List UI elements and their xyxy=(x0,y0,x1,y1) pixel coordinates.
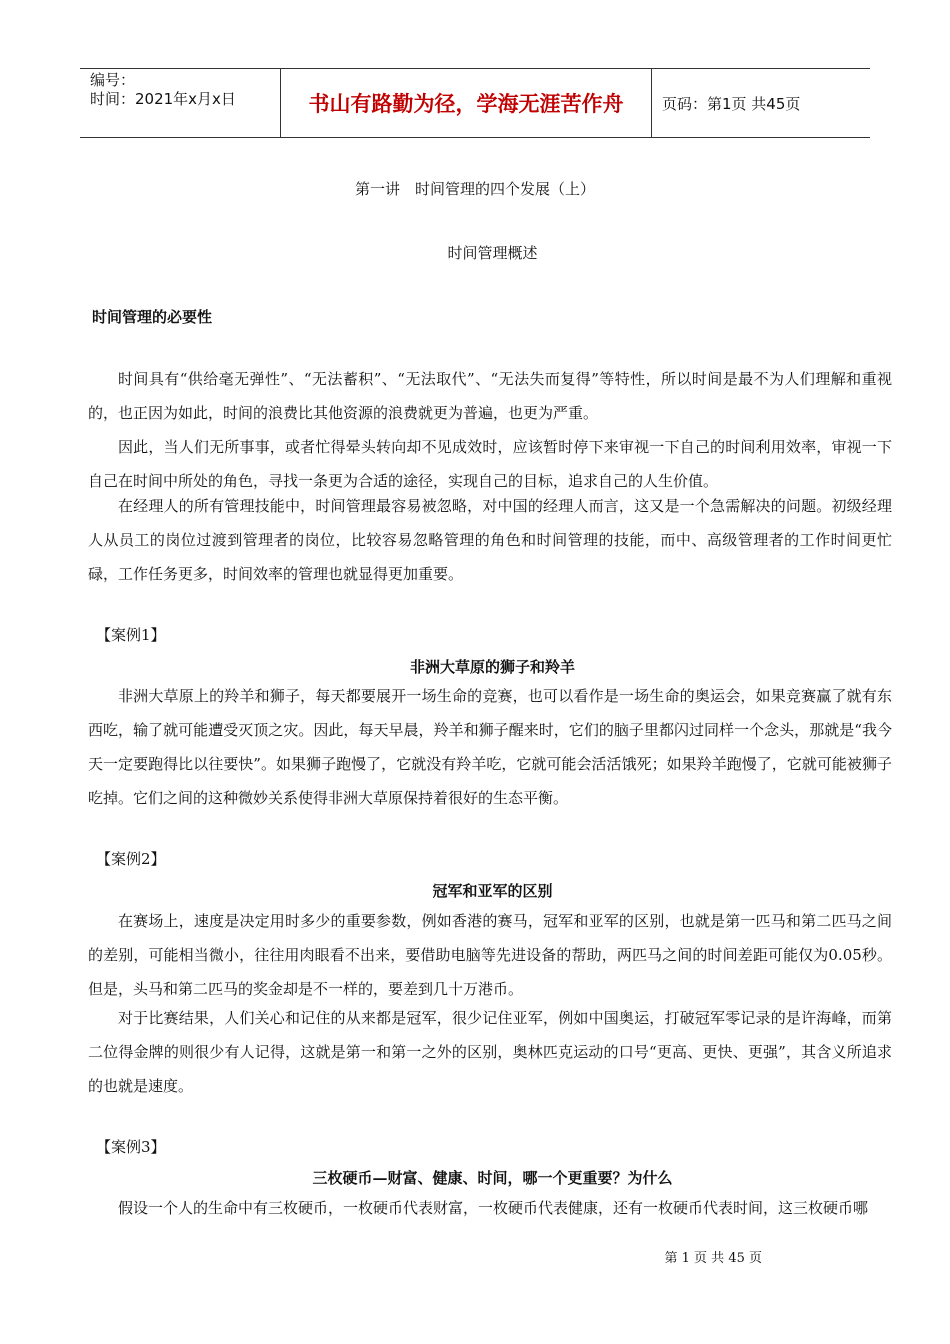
header-date-label: 时间：2021年x月x日 xyxy=(90,90,236,108)
header-motto: 书山有路勤为径，学海无涯苦作舟 xyxy=(280,69,652,137)
header-meta xyxy=(80,69,280,137)
case-paragraph: 在赛场上，速度是决定用时多少的重要参数，例如香港的赛马，冠军和亚军的区别，也就是第一匹马和第二匹马之间的差别，可能相当微小，往往用肉眼看不出来，要借助电脑等先进设备的帮助，两匹马之间的时间差距可能仅为0.05秒。但是，头马和第二匹马的奖金却是不一样的，要差到几十万港币。 xyxy=(88,912,892,998)
paragraph: 因此，当人们无所事事，或者忙得晕头转向却不见成效时，应该暂时停下来审视一下自己的时间利用效率，审视一下自己在时间中所处的角色，寻找一条更为合适的途径，实现自己的目标，追求自己的人生价值。 xyxy=(88,438,892,490)
case-label: 【案例1】 xyxy=(96,626,166,644)
subsection-title: 时间管理的必要性 xyxy=(92,308,213,326)
page-footer xyxy=(0,1247,950,1266)
lecture-title: 第一讲 时间管理的四个发展（上） xyxy=(354,180,595,198)
case-title: 非洲大草原的狮子和羚羊 xyxy=(409,658,575,676)
case-label: 【案例2】 xyxy=(96,850,166,868)
case-paragraph: 假设一个人的生命中有三枚硬币，一枚硬币代表财富，一枚硬币代表健康，还有一枚硬币代表时间，这三枚硬币哪 xyxy=(118,1199,869,1217)
case-paragraph: 非洲大草原上的羚羊和狮子，每天都要展开一场生命的竞赛，也可以看作是一场生命的奥运会，如果竞赛赢了就有东西吃，输了就可能遭受灭顶之灾。因此，每天早晨，羚羊和狮子醒来时，它们的脑子里都闪过同样一个念头，那就是“我今天一定要跑得比以往要快”。如果狮子跑慢了，它就没有羚羊吃，它就可能会活活饿死；如果羚羊跑慢了，它就可能被狮子吃掉。它们之间的这种微妙关系使得非洲大草原保持着很好的生态平衡。 xyxy=(88,687,892,807)
paragraph: 在经理人的所有管理技能中，时间管理最容易被忽略，对中国的经理人而言，这又是一个急需解决的问题。初级经理人从员工的岗位过渡到管理者的岗位，比较容易忽略管理的角色和时间管理的技能，而中、高级管理者的工作时间更忙碌，工作任务更多，时间效率的管理也就显得更加重要。 xyxy=(88,497,892,583)
case-label: 【案例3】 xyxy=(96,1138,166,1156)
case-title: 冠军和亚军的区别 xyxy=(432,882,553,900)
header-table xyxy=(80,68,870,138)
footer-page-number: 第 1 页 共 45 页 xyxy=(664,1251,762,1266)
header-number-label: 编号： xyxy=(90,71,136,89)
paragraph: 时间具有“供给毫无弹性”、“无法蓄积”、“无法取代”、“无法失而复得”等特性，所以时间是最不为人们理解和重视的，也正因为如此，时间的浪费比其他资源的浪费就更为普遍，也更为严重。 xyxy=(88,370,892,422)
case-paragraph: 对于比赛结果，人们关心和记住的从来都是冠军，很少记住亚军，例如中国奥运，打破冠军零记录的是许海峰，而第二位得金牌的则很少有人记得，这就是第一和第一之外的区别，奥林匹克运动的口号“更高、更快、更强”，其含义所追求的也就是速度。 xyxy=(88,1009,892,1095)
section-title: 时间管理概述 xyxy=(447,244,538,262)
case-title: 三枚硬币—财富、健康、时间，哪一个更重要？为什么 xyxy=(312,1169,673,1187)
header-page-info: 页码：第1页 共45页 xyxy=(662,94,801,113)
